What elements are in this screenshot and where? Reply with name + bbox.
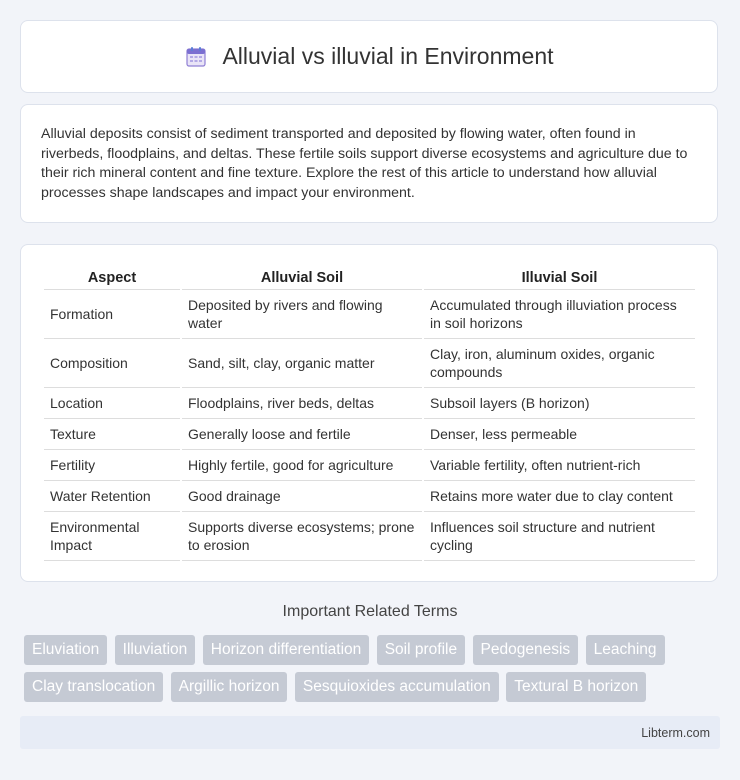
related-terms-list xyxy=(24,635,714,709)
column-header: Alluvial Soil xyxy=(182,263,422,290)
table-row xyxy=(44,512,695,561)
table-cell: Supports diverse ecosystems; prone to erosion xyxy=(182,512,422,561)
header-card xyxy=(20,20,718,93)
column-header: Aspect xyxy=(44,263,180,290)
table-cell: Retains more water due to clay content xyxy=(424,481,695,512)
table-cell: Deposited by rivers and flowing water xyxy=(182,290,422,339)
calendar-icon xyxy=(184,45,208,69)
term-tag[interactable]: Textural B horizon xyxy=(506,672,646,702)
table-row xyxy=(44,481,695,512)
table-cell: Formation xyxy=(44,290,180,339)
intro-text: Alluvial deposits consist of sediment transported and deposited by flowing water, often found in riverbeds, floodplains, and deltas. These fertile soils support diverse ecosystems and agriculture due to their rich mineral content and fine texture. Explore the rest of this article to understand how alluvial processes shape landscapes and impact your environment. xyxy=(41,126,688,201)
table-cell: Highly fertile, good for agriculture xyxy=(182,450,422,481)
term-tag[interactable]: Eluviation xyxy=(24,635,107,665)
table-cell: Influences soil structure and nutrient cycling xyxy=(424,512,695,561)
table-cell: Sand, silt, clay, organic matter xyxy=(182,339,422,388)
table-cell: Subsoil layers (B horizon) xyxy=(424,388,695,419)
term-tag[interactable]: Argillic horizon xyxy=(171,672,288,702)
term-tag[interactable]: Illuviation xyxy=(115,635,196,665)
table-cell: Fertility xyxy=(44,450,180,481)
table-cell: Good drainage xyxy=(182,481,422,512)
term-tag[interactable]: Clay translocation xyxy=(24,672,163,702)
table-cell: Variable fertility, often nutrient-rich xyxy=(424,450,695,481)
table-cell: Generally loose and fertile xyxy=(182,419,422,450)
comparison-table xyxy=(42,263,697,561)
table-cell: Texture xyxy=(44,419,180,450)
related-terms-title: Important Related Terms xyxy=(282,603,458,620)
table-cell: Location xyxy=(44,388,180,419)
term-tag[interactable]: Soil profile xyxy=(377,635,465,665)
table-cell: Clay, iron, aluminum oxides, organic compounds xyxy=(424,339,695,388)
footer xyxy=(20,716,720,749)
table-row xyxy=(44,290,695,339)
table-row xyxy=(44,419,695,450)
term-tag[interactable]: Leaching xyxy=(586,635,665,665)
term-tag[interactable]: Pedogenesis xyxy=(473,635,579,665)
table-cell: Composition xyxy=(44,339,180,388)
column-header: Illuvial Soil xyxy=(424,263,695,290)
table-cell: Environmental Impact xyxy=(44,512,180,561)
table-row xyxy=(44,450,695,481)
table-cell: Water Retention xyxy=(44,481,180,512)
term-tag[interactable]: Horizon differentiation xyxy=(203,635,370,665)
table-row xyxy=(44,339,695,388)
table-cell: Denser, less permeable xyxy=(424,419,695,450)
table-header-row xyxy=(44,263,695,290)
table-cell: Accumulated through illuviation process in soil horizons xyxy=(424,290,695,339)
table-cell: Floodplains, river beds, deltas xyxy=(182,388,422,419)
footer-site-link[interactable]: Libterm.com xyxy=(641,725,710,740)
page-title: Alluvial vs illuvial in Environment xyxy=(222,43,554,69)
table-row xyxy=(44,388,695,419)
term-tag[interactable]: Sesquioxides accumulation xyxy=(295,672,499,702)
intro-card xyxy=(20,104,718,223)
comparison-table-card xyxy=(20,244,718,582)
